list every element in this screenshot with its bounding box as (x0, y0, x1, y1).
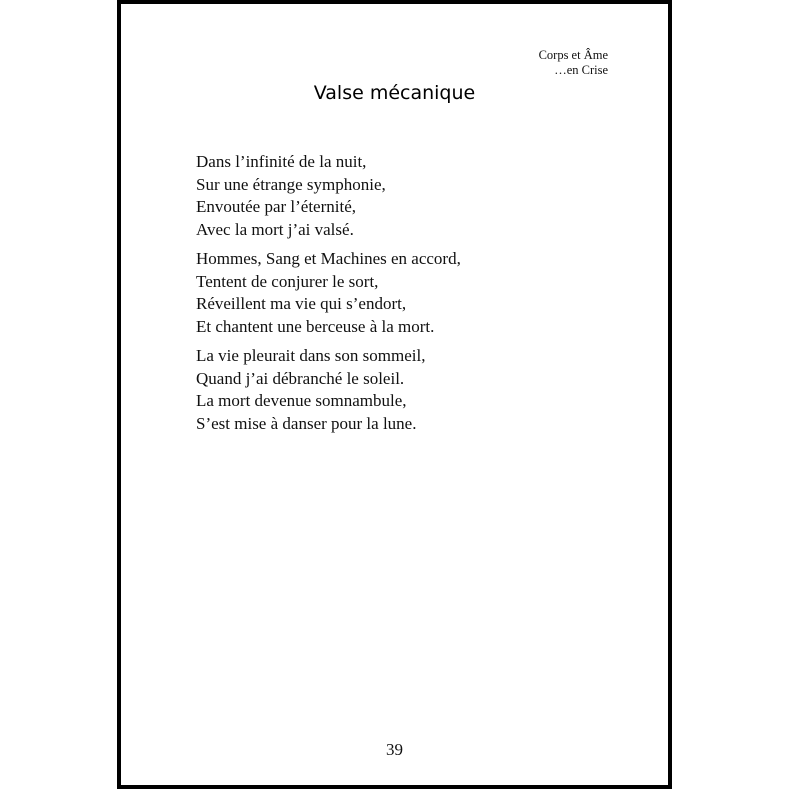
book-page (117, 0, 672, 789)
poem-line: La vie pleurait dans son sommeil, (196, 346, 426, 365)
poem-line: Dans l’infinité de la nuit, (196, 152, 367, 171)
poem-line: Envoutée par l’éternité, (196, 197, 357, 216)
poem-line: Sur une étrange symphonie, (196, 174, 386, 194)
stanza-2 (196, 248, 461, 338)
running-header-line-1: Corps et Âme (538, 48, 608, 62)
poem-title: Valse mécanique (313, 82, 476, 104)
poem-line: Réveillent ma vie qui s’endort, (196, 294, 407, 313)
poem-body (196, 151, 461, 442)
running-header (539, 48, 608, 78)
poem-line: Et chantent une berceuse à la mort. (196, 316, 435, 336)
poem-line: Quand j’ai débranché le soleil. (196, 368, 405, 388)
stanza-3 (196, 345, 461, 435)
stanza-1 (196, 151, 461, 241)
poem-line: Hommes, Sang et Machines en accord, (196, 249, 461, 268)
page-number: 39 (386, 740, 403, 759)
poem-line: La mort devenue somnambule, (196, 391, 407, 410)
poem-line: Avec la mort j’ai valsé. (196, 219, 354, 239)
poem-line: Tentent de conjurer le sort, (196, 271, 379, 291)
running-header-line-2: …en Crise (554, 63, 608, 77)
poem-line: S’est mise à danser pour la lune. (196, 413, 417, 433)
